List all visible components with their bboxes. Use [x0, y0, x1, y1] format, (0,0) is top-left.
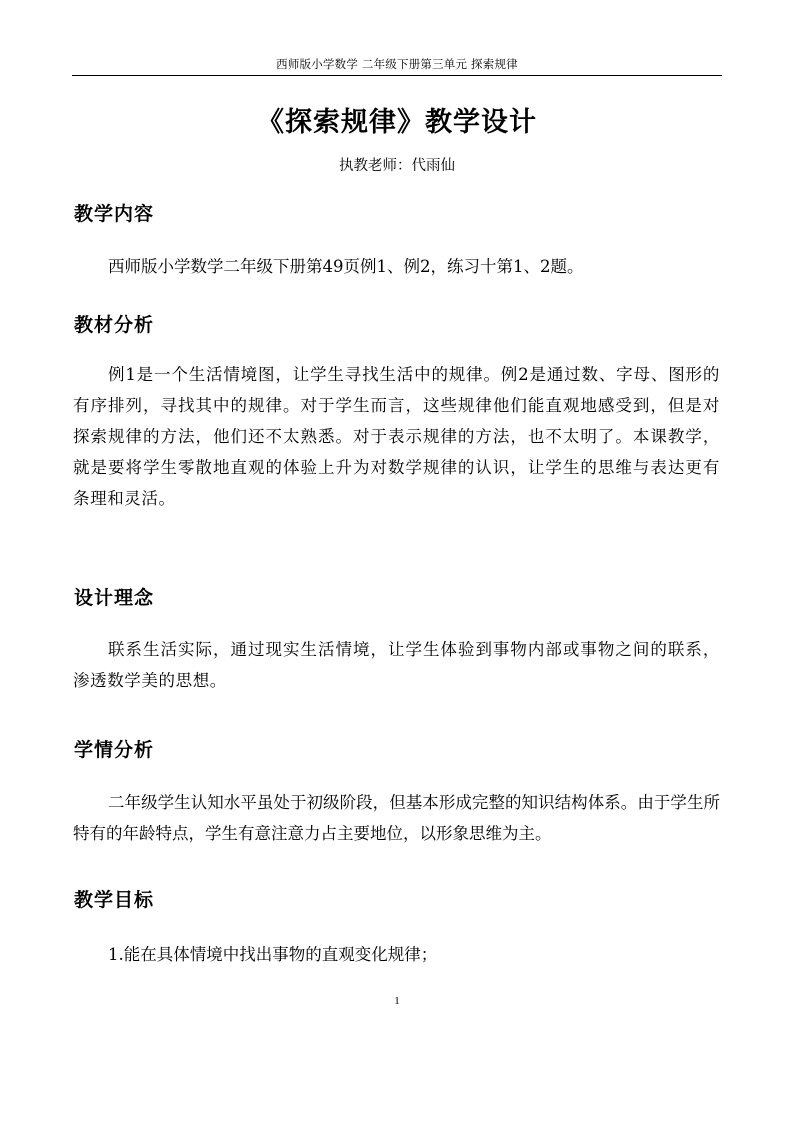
paragraph-design-concept: 联系生活实际，通过现实生活情境，让学生体验到事物内部或事物之间的联系，渗透数学美的思想。	[73, 640, 720, 690]
objective-item: 1.能在具体情境中找出事物的直观变化规律；	[108, 945, 438, 964]
running-header: 西师版小学数学 二年级下册第三单元 探索规律	[276, 57, 518, 71]
paragraph-student-analysis: 二年级学生认知水平虽处于初级阶段，但基本形成完整的知识结构体系。由于学生所特有的年龄特点，学生有意注意力占主要地位，以形象思维为主。	[73, 793, 720, 843]
section-heading-design-concept: 设计理念	[74, 587, 155, 609]
section-heading-content: 教学内容	[74, 203, 155, 225]
page-number: 1	[394, 995, 400, 1007]
section-heading-textbook-analysis: 教材分析	[74, 314, 155, 336]
paragraph-content: 西师版小学数学二年级下册第49页例1、例2，练习十第1、2题。	[108, 257, 584, 276]
section-heading-objectives: 教学目标	[74, 889, 155, 911]
document-author: 执教老师：代雨仙	[339, 158, 455, 174]
paragraph-textbook-analysis: 例1是一个生活情境图，让学生寻找生活中的规律。例2是通过数、字母、图形的有序排列，寻找其中的规律。对于学生而言，这些规律他们能直观地感受到，但是对探索规律的方法，他们还不太熟悉。对于表示规律的方法，也不太明了。本课教学，就是要将学生零散地直观的体验上升为对数学规律的认识，让学生的思维与表达更有条理和灵活。	[73, 365, 720, 508]
document-title: 《探索规律》教学设计	[257, 107, 537, 138]
section-heading-student-analysis: 学情分析	[74, 739, 155, 761]
header-divider	[72, 75, 722, 76]
